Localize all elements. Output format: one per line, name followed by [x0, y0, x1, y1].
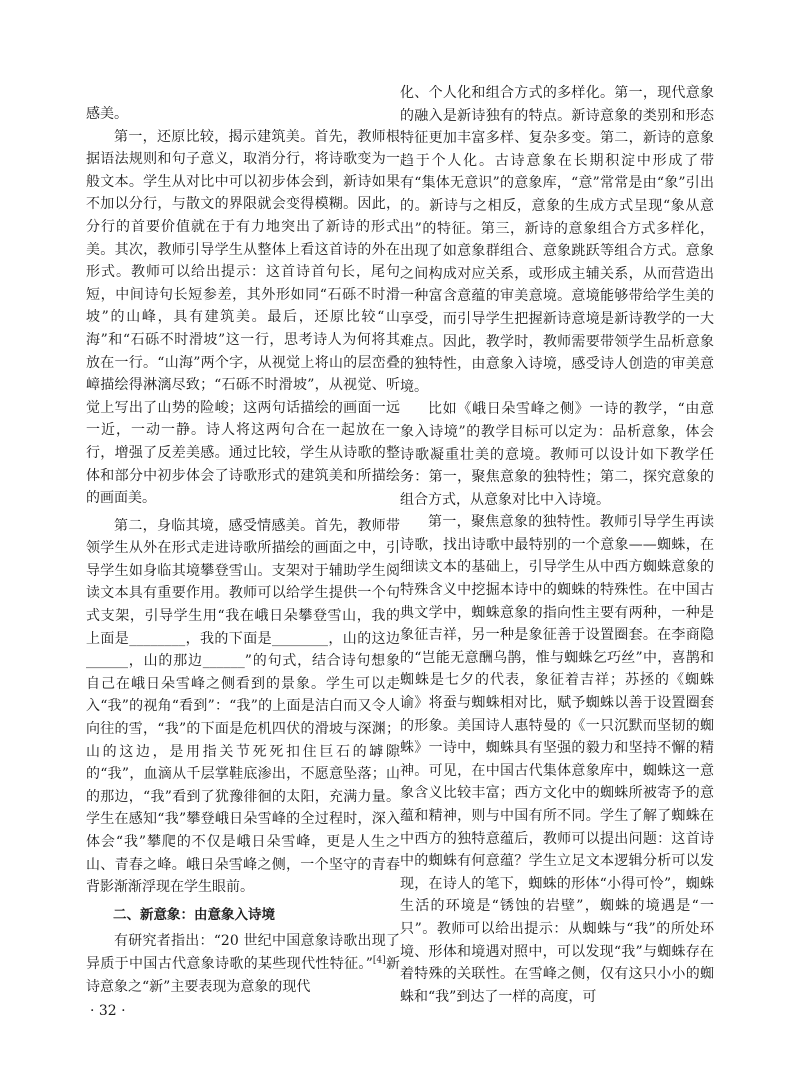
right-column	[400, 82, 714, 1008]
paragraph-new-imagery-intro	[86, 930, 400, 998]
paragraph-architectural-beauty: 第一，还原比较，揭示建筑美。首先，教师根据语法规则和句子意义，取消分行，将诗歌变为一般文本。学生从对比中可以初步体会到，新诗如果不加以分行，与散文的界限就会变得模糊。因此，分行的首要价值就在于有力地突出了新诗的形式美。其次，教师引导学生从整体上看这首诗的外在形式。教师可以给出提示：这首诗首句长，尾句短，中间诗句长短参差，其外形如同“石砾不时滑坡”的山峰，具有建筑美。最后，还原比较“山海”和“石砾不时滑坡”这一行，思考诗人为何将其放在一行。“山海”两个字，从视觉上将山的层峦叠嶂描绘得淋漓尽致；“石砾不时滑坡”，从视觉、听觉上写出了山势的险峻；这两句话描绘的画面一远一近，一动一静。诗人将这两句合在一起放在一行，增强了反差美感。通过比较，学生从诗歌的整体和部分中初步体会了诗歌形式的建筑美和所描绘的画面美。	[86, 128, 400, 507]
paragraph-spider-imagery: 第一，聚焦意象的独特性。教师引导学生再读诗歌，找出诗歌中最特别的一个意象——蜘蛛，在细读文本的基础上，引导学生从中西方蜘蛛意象的特殊含义中挖掘本诗中的蜘蛛的特殊性。在中国古典文学中，蜘蛛意象的指向性主要有两种，一种是象征吉祥，另一种是象征善于设置圈套。在李商隐的“岂能无意酬乌鹊，惟与蜘蛛乞巧丝”中，喜鹊和蜘蛛是七夕的代表，象征着吉祥；苏拯的《蜘蛛谕》将蚕与蜘蛛相对比，赋予蜘蛛以善于设置圈套的形象。美国诗人惠特曼的《一只沉默而坚韧的蜘蛛》一诗中，蜘蛛具有坚强的毅力和坚持不懈的精神。可见，在中国古代集体意象库中，蜘蛛这一意象含义比较丰富；西方文化中的蜘蛛所被寄予的意蕴和精神，则与中国有所不同。学生了解了蜘蛛在中西方的独特意蕴后，教师可以提出问题：这首诗中的蜘蛛有何意蕴？学生立足文本逻辑分析可以发现，在诗人的笔下，蜘蛛的形体“小得可怜”，蜘蛛生活的环境是“锈蚀的岩壁”，蜘蛛的境遇是“一只”。教师可以给出提示：从蜘蛛与“我”的所处环境、形体和境遇对照中，可以发现“我”与蜘蛛存在着特殊的关联性。在雪峰之侧，仅有这只小小的蜘蛛和“我”到达了一样的高度，可	[400, 514, 714, 1005]
paragraph-continuation: 感美。	[86, 106, 128, 122]
left-column	[86, 103, 400, 998]
paragraph-teaching-goal: 比如《峨日朵雪峰之侧》一诗的教学，“由意象入诗境”的教学目标可以定为：品析意象，体会诗歌凝重壮美的意境。教师可以设计如下教学任务：第一，聚焦意象的独特性；第二，探究意象的组合方式，从意象对比中入诗境。	[400, 401, 714, 508]
paragraph-emotional-beauty: 第二，身临其境，感受情感美。首先，教师带领学生从外在形式走进诗歌所描绘的画面之中，引导学生如身临其境攀登雪山。支架对于辅助学生阅读文本具有重要作用。教师可以给学生提供一个句式支架，引导学生用“我在峨日朵攀登雪山，我的上面是________，我的下面是________，山的这边______，山的那边______”的句式，结合诗句想象自己在峨日朵雪峰之侧看到的景象。学生可以走入“我”的视角“看到”：“我”的上面是洁白而又令人向往的雪，“我”的下面是危机四伏的滑坡与深渊；山的这边，是用指关节死死扣住巨石的罅隙的“我”，血滴从千层掌鞋底渗出，不愿意坠落；山的那边，“我”看到了犹豫徘徊的太阳，充满力量。学生在感知“我”攀登峨日朵雪峰的全过程时，深入体会“我”攀爬的不仅是峨日朵雪峰，更是人生之山、青春之峰。峨日朵雪峰之侧，一个坚守的青春背影渐渐浮现在学生眼前。	[86, 517, 400, 896]
quote-continuation: 新诗意象之“新”主要表现为意象的现代	[86, 955, 401, 995]
citation-marker: [4]	[372, 955, 386, 966]
section-heading: 二、新意象：由意象入诗境	[113, 906, 275, 923]
quote-text: 有研究者指出：“20 世纪中国意象诗歌出现了异质于中国古代意象诗歌的某些现代性特征。”	[86, 933, 400, 972]
page-number: · 32 ·	[90, 1003, 126, 1019]
paragraph-continuation: 化、个人化和组合方式的多样化。第一，现代意象的融入是新诗独有的特点。新诗意象的类别和形态特征更加丰富多样、复杂多变。第二，新诗的意象趋于个人化。古诗意象在长期积淀中形成了带有“集体无意识”的意象库，“意”常常是由“象”引出的。新诗与之相反，意象的生成方式呈现“象从意出”的特征。第三，新诗的意象组合方式多样化，出现了如意象群组合、意象跳跃等组合方式。意象之间构成对应关系，或形成主辅关系，从而营造出一种富含意蕴的审美意境。意境能够带给学生美的享受，而引导学生把握新诗意境是新诗教学的一大难点。因此，教学时，教师需要带领学生品析意象的独特性，由意象入诗境，感受诗人创造的审美意境。	[400, 85, 714, 395]
